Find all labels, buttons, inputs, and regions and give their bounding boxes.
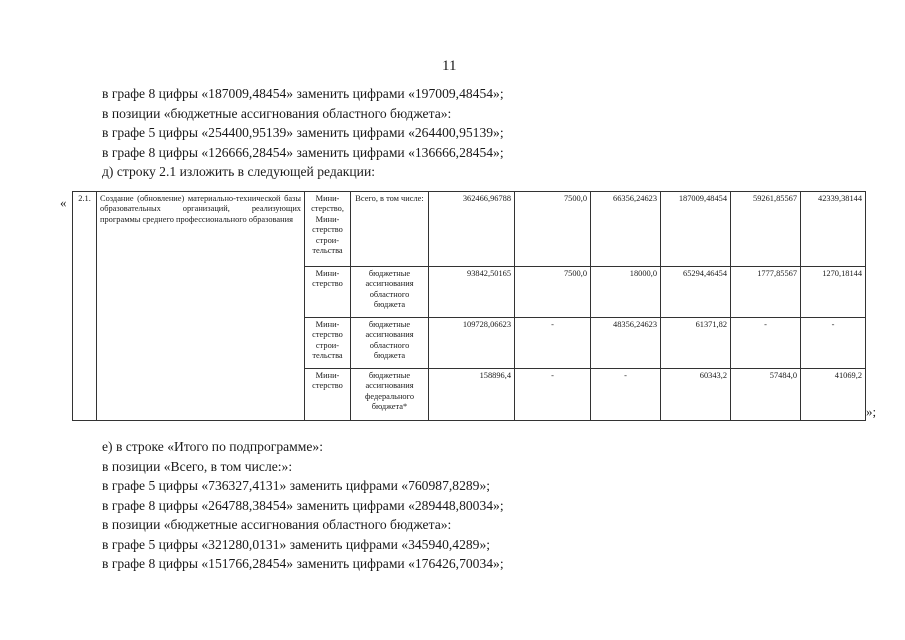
value-cell-col8: 61371,82 <box>661 318 731 369</box>
value-cell-col10: 1270,18144 <box>801 267 866 318</box>
executor-cell: Мини-стерство <box>305 369 351 421</box>
value-cell-col7: 48356,24623 <box>591 318 661 369</box>
value-cell-col9: 1777,85567 <box>731 267 801 318</box>
value-cell-col8: 65294,46454 <box>661 267 731 318</box>
intro-paragraph <box>102 84 504 182</box>
value-cell-col6: - <box>515 369 591 421</box>
table-row <box>73 192 866 267</box>
intro-line: в графе 5 цифры «254400,95139» заменить цифрами «264400,95139»; <box>102 125 504 140</box>
value-cell-col7: 66356,24623 <box>591 192 661 267</box>
funding-source-cell: бюджетные ассигнования областного бюджета <box>351 318 429 369</box>
value-cell-col10: - <box>801 318 866 369</box>
closing-quote: »; <box>866 404 877 419</box>
value-cell-col10: 42339,38144 <box>801 192 866 267</box>
outro-line: в графе 8 цифры «264788,38454» заменить цифрами «289448,80034»; <box>102 497 504 513</box>
value-cell-col8: 187009,48454 <box>661 192 731 267</box>
value-cell-col5: 362466,96788 <box>429 192 515 267</box>
intro-line: в позиции «бюджетные ассигнования областного бюджета»: <box>102 105 452 121</box>
executor-cell: Мини-стерство <box>305 267 351 318</box>
funding-source-cell: Всего, в том числе: <box>351 192 429 267</box>
value-cell-col9: 57484,0 <box>731 369 801 421</box>
intro-line: д) строку 2.1 изложить в следующей редакции: <box>102 164 376 179</box>
value-cell-col5: 158896,4 <box>429 369 515 421</box>
value-cell-col9: - <box>731 318 801 369</box>
executor-cell: Мини-стерство, Мини-стерство строи-тельства <box>305 192 351 267</box>
outro-line: в позиции «бюджетные ассигнования областного бюджета»: <box>102 517 452 532</box>
value-cell-col5: 93842,50165 <box>429 267 515 318</box>
value-cell-col6: 7500,0 <box>515 267 591 318</box>
executor-cell: Мини-стерство строи-тельства <box>305 318 351 369</box>
outro-line: в графе 5 цифры «736327,4131» заменить цифрами «760987,8289»; <box>102 478 491 493</box>
budget-table <box>72 191 866 421</box>
value-cell-col9: 59261,85567 <box>731 192 801 267</box>
row-number-cell: 2.1. <box>73 192 97 421</box>
value-cell-col6: 7500,0 <box>515 192 591 267</box>
funding-source-cell: бюджетные ассигнования областного бюджета <box>351 267 429 318</box>
intro-line: в графе 8 цифры «187009,48454» заменить цифрами «197009,48454»; <box>102 86 504 101</box>
intro-line: в графе 8 цифры «126666,28454» заменить цифрами «136666,28454»; <box>102 144 504 160</box>
outro-paragraph <box>102 437 504 574</box>
opening-quote: « <box>60 195 67 210</box>
page-number: 11 <box>442 58 457 74</box>
value-cell-col8: 60343,2 <box>661 369 731 421</box>
value-cell-col10: 41069,2 <box>801 369 866 421</box>
value-cell-col7: - <box>591 369 661 421</box>
value-cell-col7: 18000,0 <box>591 267 661 318</box>
outro-line: е) в строке «Итого по подпрограмме»: <box>102 439 323 454</box>
value-cell-col5: 109728,06623 <box>429 318 515 369</box>
outro-line: в позиции «Всего, в том числе:»: <box>102 458 293 474</box>
funding-source-cell: бюджетные ассигнования федерального бюджета* <box>351 369 429 421</box>
measure-name-cell: Создание (обновление) материально-технической базы образовательных организаций, реализующих программы среднего профессионального образования <box>97 192 305 421</box>
outro-line: в графе 5 цифры «321280,0131» заменить цифрами «345940,4289»; <box>102 536 491 552</box>
outro-line: в графе 8 цифры «151766,28454» заменить цифрами «176426,70034»; <box>102 556 504 571</box>
value-cell-col6: - <box>515 318 591 369</box>
